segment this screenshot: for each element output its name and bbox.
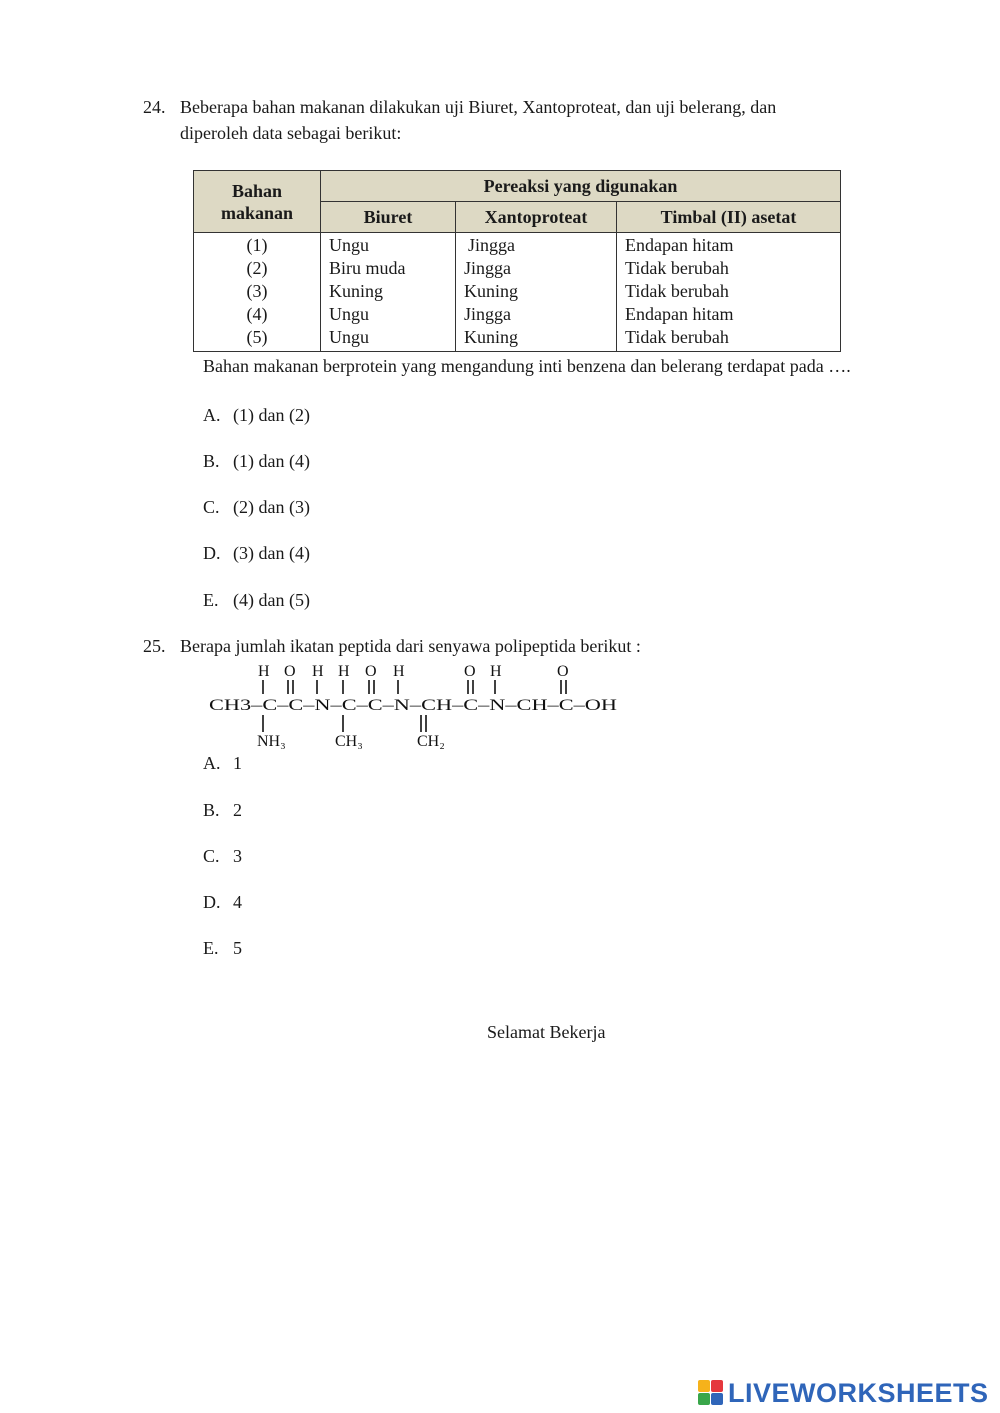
q25-option-d: D. 4 bbox=[203, 892, 242, 912]
liveworksheets-icon bbox=[698, 1380, 724, 1406]
table-cell: (4) bbox=[246, 304, 268, 324]
formula-atom: O bbox=[464, 663, 476, 680]
table-cell: (2) bbox=[246, 258, 268, 278]
col-biuret bbox=[321, 233, 456, 352]
polypeptide-structure bbox=[205, 660, 625, 755]
table-cell: Tidak berubah bbox=[625, 327, 729, 347]
col-ids bbox=[194, 233, 321, 352]
formula-atom: H bbox=[393, 663, 405, 680]
q25-option-e: E. 5 bbox=[203, 938, 242, 958]
formula-substituent: NH₃ bbox=[257, 733, 286, 750]
q24-question: Bahan makanan berprotein yang mengandung inti benzena dan belerang terdapat pada …. bbox=[203, 356, 851, 376]
formula-atom: H bbox=[490, 663, 502, 680]
header-bahan-makanan: Bahan makanan bbox=[194, 171, 321, 233]
table-cell: Kuning bbox=[329, 281, 383, 301]
table-cell: Kuning bbox=[464, 327, 518, 347]
formula-atom: O bbox=[365, 663, 377, 680]
table-cell: Endapan hitam bbox=[625, 304, 734, 324]
table-cell: Jingga bbox=[468, 235, 515, 255]
formula-main-chain: CH3–C–C–N–C–C–N–CH–C–N–CH–C–OH bbox=[209, 697, 618, 714]
table-cell: Biru muda bbox=[329, 258, 406, 278]
q25-number: 25. bbox=[143, 636, 166, 656]
q25-text: Berapa jumlah ikatan peptida dari senyawa polipeptida berikut : bbox=[180, 636, 641, 656]
q25-option-c: C. 3 bbox=[203, 846, 242, 866]
q24-text bbox=[180, 94, 776, 146]
table-cell: (5) bbox=[246, 327, 268, 347]
formula-atom: O bbox=[557, 663, 569, 680]
table-cell: (3) bbox=[246, 281, 268, 301]
header-timbal-asetat: Timbal (II) asetat bbox=[617, 202, 841, 233]
q25-option-b: B. 2 bbox=[203, 800, 242, 820]
table-cell: Tidak berubah bbox=[625, 281, 729, 301]
q24-option-b: B. (1) dan (4) bbox=[203, 451, 310, 471]
q24-text-line2: diperoleh data sebagai berikut: bbox=[180, 123, 402, 143]
table-cell: Jingga bbox=[464, 258, 511, 278]
formula-substituent: CH₃ bbox=[335, 733, 363, 750]
formula-substituent: CH₂ bbox=[417, 733, 445, 750]
table-cell: Jingga bbox=[464, 304, 511, 324]
formula-atom: O bbox=[284, 663, 296, 680]
liveworksheets-wordmark: LIVEWORKSHEETS bbox=[728, 1377, 989, 1408]
closing-text: Selamat Bekerja bbox=[487, 1022, 606, 1042]
q24-option-c: C. (2) dan (3) bbox=[203, 497, 310, 517]
formula-atom: H bbox=[338, 663, 350, 680]
header-xantoproteat: Xantoproteat bbox=[456, 202, 617, 233]
q25-option-a: A. 1 bbox=[203, 753, 242, 773]
table-cell: Endapan hitam bbox=[625, 235, 734, 255]
header-biuret: Biuret bbox=[321, 202, 456, 233]
table-cell: (1) bbox=[246, 235, 268, 255]
formula-atom: H bbox=[312, 663, 324, 680]
q24-option-d: D. (3) dan (4) bbox=[203, 543, 310, 563]
table-cell: Tidak berubah bbox=[625, 258, 729, 278]
q24-option-a: A. (1) dan (2) bbox=[203, 405, 310, 425]
col-timbal-asetat bbox=[617, 233, 841, 352]
q24-number: 24. bbox=[143, 97, 166, 117]
table-cell: Ungu bbox=[329, 327, 369, 347]
col-xantoproteat bbox=[456, 233, 617, 352]
reagent-table bbox=[193, 170, 841, 352]
q24-option-e: E. (4) dan (5) bbox=[203, 590, 310, 610]
table-cell: Ungu bbox=[329, 304, 369, 324]
table-cell: Kuning bbox=[464, 281, 518, 301]
header-pereaksi: Pereaksi yang digunakan bbox=[321, 171, 841, 202]
q24-text-line1: Beberapa bahan makanan dilakukan uji Biuret, Xantoproteat, dan uji belerang, dan bbox=[180, 97, 777, 117]
table-cell: Ungu bbox=[329, 235, 369, 255]
formula-atom: H bbox=[258, 663, 270, 680]
liveworksheets-logo[interactable] bbox=[698, 1378, 989, 1408]
